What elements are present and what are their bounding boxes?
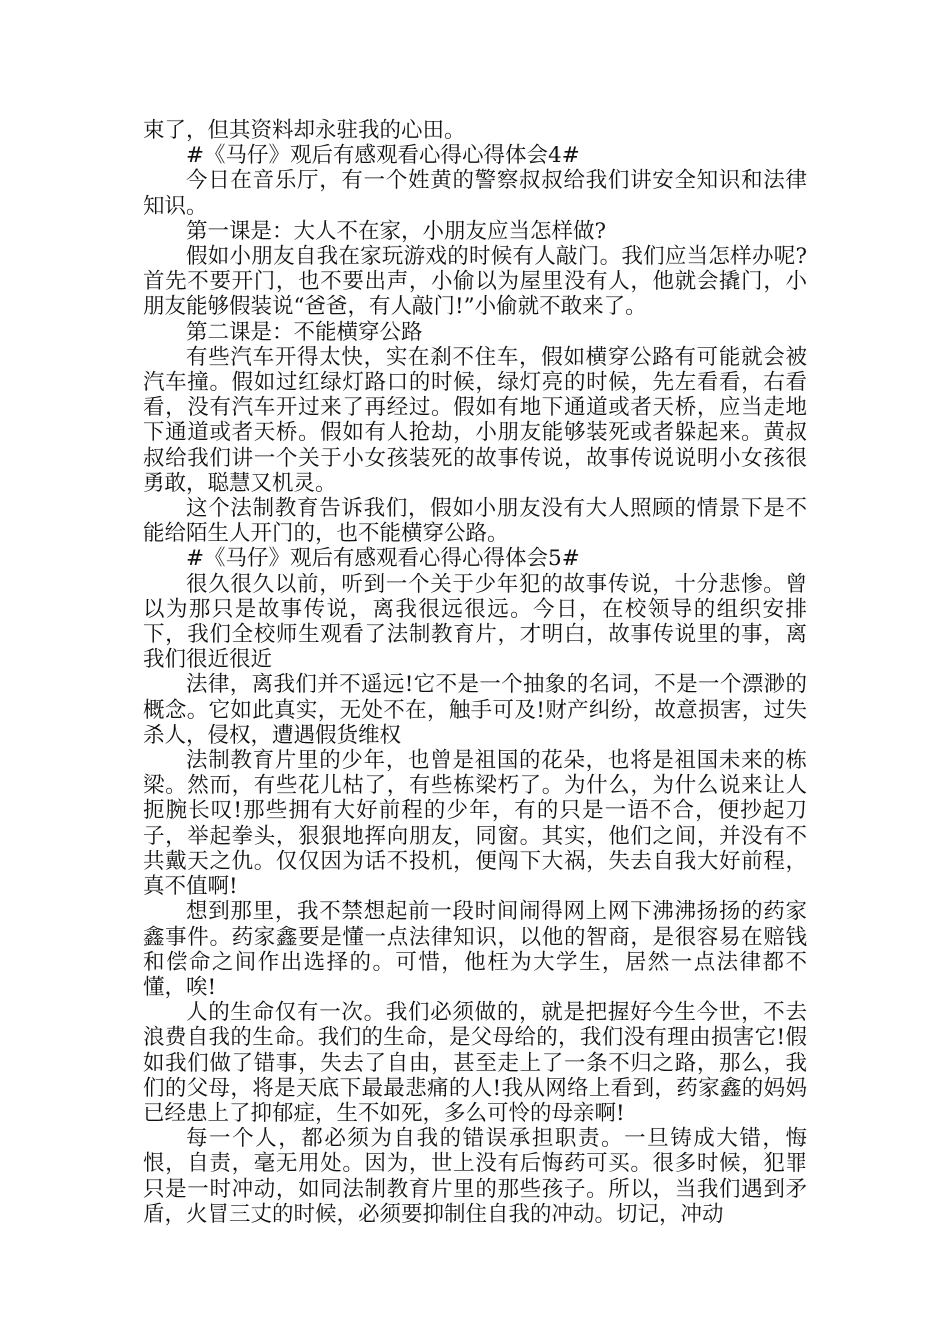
section-heading: #《马仔》观后有感观看心得心得体会4# bbox=[186, 143, 580, 169]
body-paragraph: 束了，但其资料却永驻我的心田。 bbox=[143, 118, 466, 143]
body-paragraph: 第二课是：不能横穿公路 bbox=[186, 319, 423, 345]
body-paragraph: 假如小朋友自我在家玩游戏的时候有人敲门。我们应当怎样办呢?首先不要开门，也不要出声，小偷以为屋里没有人，他就会撬门，小朋友能够假装说“爸爸，有人敲门!”小偷就不敢来了。 bbox=[143, 244, 807, 320]
body-paragraph: 很久很久以前，听到一个关于少年犯的故事传说，十分悲惨。曾以为那只是故事传说，离我很远很远。今日，在校领导的组织安排下，我们全校师生观看了法制教育片，才明白，故事传说里的事，离我们很近很近 bbox=[143, 571, 807, 673]
body-paragraph: 法律，离我们并不遥远!它不是一个抽象的名词，不是一个漂渺的概念。它如此真实，无处不在，触手可及!财产纠纷，故意损害，过失杀人，侵权，遭遇假货维权 bbox=[143, 672, 807, 748]
body-paragraph: 每一个人，都必须为自我的错误承担职责。一旦铸成大错，悔恨，自责，毫无用处。因为，世上没有后悔药可买。很多时候，犯罪只是一时冲动，如同法制教育片里的那些孩子。所以，当我们遇到矛盾，火冒三丈的时候，必须要抑制住自我的冲动。切记，冲动 bbox=[143, 1126, 807, 1227]
body-paragraph: 有些汽车开得太快，实在刹不住车，假如横穿公路有可能就会被汽车撞。假如过红绿灯路口的时候，绿灯亮的时候，先左看看，右看看，没有汽车开过来了再经过。假如有地下通道或者天桥，应当走地下通道或者天桥。假如有人抢劫，小朋友能够装死或者躲起来。黄叔叔给我们讲一个关于小女孩装死的故事传说，故事传说说明小女孩很勇敢，聪慧又机灵。 bbox=[143, 344, 807, 496]
body-paragraph: 今日在音乐厅，有一个姓黄的警察叔叔给我们讲安全知识和法律知识。 bbox=[143, 168, 807, 219]
body-paragraph: 第一课是：大人不在家，小朋友应当怎样做? bbox=[186, 218, 607, 244]
body-paragraph: 法制教育片里的少年，也曾是祖国的花朵，也将是祖国未来的栋梁。然而，有些花儿枯了，有些栋梁朽了。为什么，为什么说来让人扼腕长叹!那些拥有大好前程的少年，有的只是一语不合，便抄起刀子，举起拳头，狠狠地挥向朋友，同窗。其实，他们之间，并没有不共戴天之仇。仅仅因为话不投机，便闯下大祸，失去自我大好前程，真不值啊! bbox=[143, 748, 807, 900]
document-page bbox=[143, 118, 807, 1227]
body-paragraph: 人的生命仅有一次。我们必须做的，就是把握好今生今世，不去浪费自我的生命。我们的生命，是父母给的，我们没有理由损害它!假如我们做了错事，失去了自由，甚至走上了一条不归之路，那么，我们的父母，将是天底下最最悲痛的人!我从网络上看到，药家鑫的妈妈已经患上了抑郁症，生不如死，多么可怜的母亲啊! bbox=[143, 1000, 807, 1126]
body-paragraph: 想到那里，我不禁想起前一段时间闹得网上网下沸沸扬扬的药家鑫事件。药家鑫要是懂一点法律知识，以他的智商，是很容易在赔钱和偿命之间作出选择的。可惜，他枉为大学生，居然一点法律都不懂，唉! bbox=[143, 899, 807, 1000]
section-heading: #《马仔》观后有感观看心得心得体会5# bbox=[186, 546, 580, 572]
body-paragraph: 这个法制教育告诉我们，假如小朋友没有大人照顾的情景下是不能给陌生人开门的，也不能横穿公路。 bbox=[143, 496, 807, 547]
